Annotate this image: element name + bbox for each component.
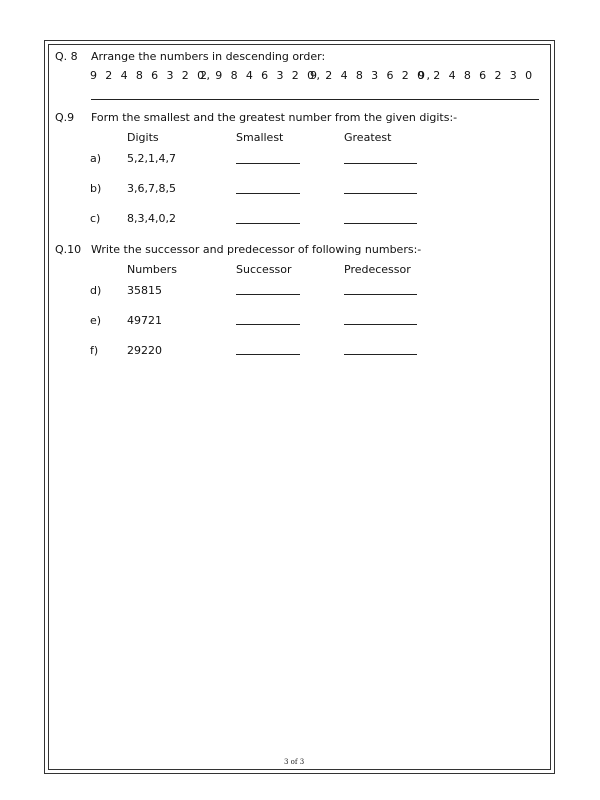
predecessor-answer-line[interactable] <box>344 294 417 295</box>
predecessor-answer-line[interactable] <box>344 354 417 355</box>
smallest-answer-line[interactable] <box>236 193 300 194</box>
successor-answer-line[interactable] <box>236 324 300 325</box>
item-value: 5,2,1,4,7 <box>127 152 176 165</box>
smallest-answer-line[interactable] <box>236 223 300 224</box>
predecessor-answer-line[interactable] <box>344 324 417 325</box>
number-3: 9 2 4 8 3 6 2 0, <box>310 69 433 82</box>
column-header-smallest: Smallest <box>236 131 284 144</box>
column-header-successor: Successor <box>236 263 292 276</box>
answer-line[interactable] <box>91 99 539 100</box>
item-value: 29220 <box>127 344 162 357</box>
item-label: e) <box>90 314 102 327</box>
item-value: 3,6,7,8,5 <box>127 182 176 195</box>
question-number: Q.9 <box>55 111 75 124</box>
number-2: 2 9 8 4 6 3 2 0, <box>200 69 323 82</box>
item-label: d) <box>90 284 102 297</box>
question-prompt: Write the successor and predecessor of following numbers:- <box>91 243 422 256</box>
greatest-answer-line[interactable] <box>344 193 417 194</box>
item-label: a) <box>90 152 102 165</box>
number-4: 9 2 4 8 6 2 3 0 <box>418 69 535 82</box>
column-header-greatest: Greatest <box>344 131 392 144</box>
column-header-numbers: Numbers <box>127 263 177 276</box>
question-number: Q.10 <box>55 243 82 256</box>
column-header-predecessor: Predecessor <box>344 263 411 276</box>
column-header-digits: Digits <box>127 131 159 144</box>
item-label: c) <box>90 212 101 225</box>
smallest-answer-line[interactable] <box>236 163 300 164</box>
item-value: 8,3,4,0,2 <box>127 212 176 225</box>
item-label: f) <box>90 344 99 357</box>
successor-answer-line[interactable] <box>236 354 300 355</box>
number-1: 9 2 4 8 6 3 2 0, <box>90 69 213 82</box>
item-value: 35815 <box>127 284 162 297</box>
question-prompt: Arrange the numbers in descending order: <box>91 50 326 63</box>
greatest-answer-line[interactable] <box>344 163 417 164</box>
page-border-inner <box>48 44 551 770</box>
successor-answer-line[interactable] <box>236 294 300 295</box>
question-prompt: Form the smallest and the greatest number from the given digits:- <box>91 111 458 124</box>
item-label: b) <box>90 182 102 195</box>
greatest-answer-line[interactable] <box>344 223 417 224</box>
item-value: 49721 <box>127 314 162 327</box>
question-number: Q. 8 <box>55 50 78 63</box>
page-number: 3 of 3 <box>284 758 305 766</box>
